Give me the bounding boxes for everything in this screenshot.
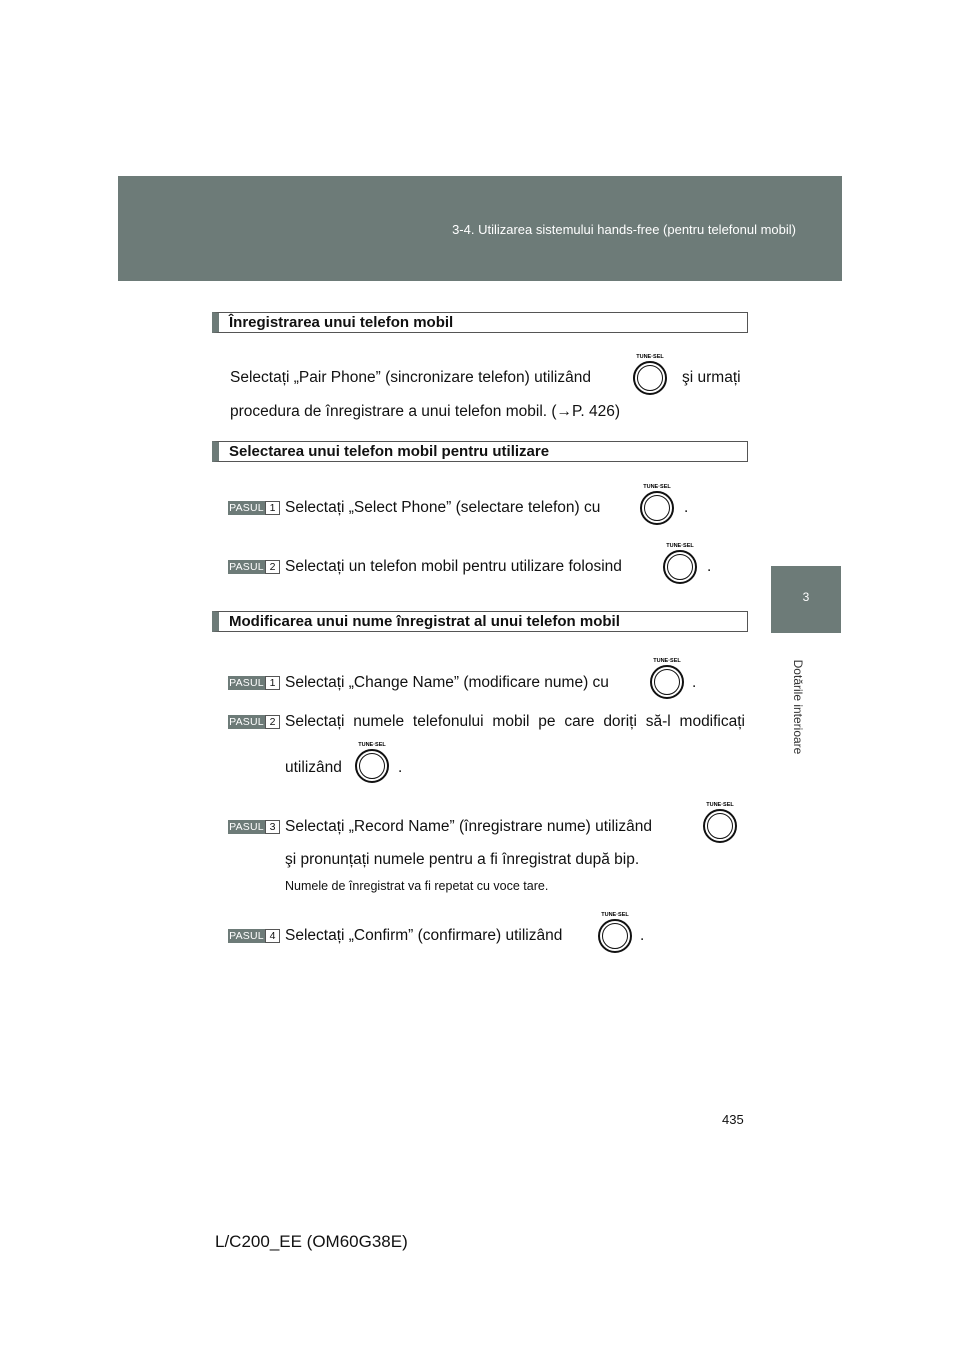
step-text-end: .	[707, 558, 712, 575]
step-text: Selectați „Change Name” (modificare nume) cu	[285, 674, 609, 691]
header-band	[118, 176, 842, 281]
step-badge-label: PASUL	[229, 821, 264, 833]
step-text-end: .	[684, 499, 689, 516]
step-badge-number: 4	[265, 929, 280, 943]
step-badge	[228, 929, 280, 943]
page-number: 435	[722, 1112, 744, 1127]
step-badge	[228, 676, 280, 690]
tune-sel-knob-icon	[352, 740, 392, 784]
step-text-end: .	[692, 674, 697, 691]
knob-label: TUNE·SEL	[358, 742, 386, 748]
section-title-select: Selectarea unui telefon mobil pentru utilizare	[212, 441, 748, 462]
step-badge-number: 1	[265, 676, 280, 690]
step-badge-label: PASUL	[229, 502, 264, 514]
step-text: Selectați un telefon mobil pentru utilizare folosind	[285, 558, 622, 575]
step-text: Selectați „Select Phone” (selectare telefon) cu	[285, 499, 601, 516]
tune-sel-knob-icon	[700, 800, 740, 844]
step-badge-label: PASUL	[229, 930, 264, 942]
step-text: Selectați „Record Name” (înregistrare nume) utilizând	[285, 818, 652, 835]
step-badge	[228, 501, 280, 515]
step-text-line2: utilizând	[285, 759, 342, 776]
step-badge	[228, 715, 280, 729]
step-badge-label: PASUL	[229, 677, 264, 689]
knob-label: TUNE·SEL	[636, 354, 664, 360]
step-badge-label: PASUL	[229, 716, 264, 728]
knob-label: TUNE·SEL	[666, 543, 694, 549]
step-badge	[228, 820, 280, 834]
chapter-tab	[771, 566, 841, 633]
step-text: Selectați numele telefonului mobil pe care doriți să-l modificați	[285, 713, 745, 730]
section-title-register: Înregistrarea unui telefon mobil	[212, 312, 748, 333]
knob-label: TUNE·SEL	[706, 802, 734, 808]
document-code: L/C200_EE (OM60G38E)	[215, 1232, 408, 1251]
tune-sel-knob-icon	[637, 482, 677, 526]
step-badge-number: 2	[265, 560, 280, 574]
step-text-line2: şi pronunțați numele pentru a fi înregistrat după bip.	[285, 851, 640, 868]
chapter-number: 3	[802, 590, 810, 604]
section-title-rename: Modificarea unui nume înregistrat al unui telefon mobil	[212, 611, 748, 632]
step-badge-number: 3	[265, 820, 280, 834]
section-header-title: 3-4. Utilizarea sistemului hands-free (pentru telefonul mobil)	[452, 222, 796, 237]
step-badge-label: PASUL	[229, 561, 264, 573]
step-note: Numele de înregistrat va fi repetat cu voce tare.	[285, 879, 549, 893]
step-text: Selectați „Confirm” (confirmare) utilizând	[285, 927, 563, 944]
tune-sel-knob-icon	[647, 656, 687, 700]
step-text-end: .	[398, 759, 403, 776]
step-badge-number: 2	[265, 715, 280, 729]
knob-label: TUNE·SEL	[653, 658, 681, 664]
register-text-line1-end: şi urmați	[682, 369, 741, 386]
step-badge-number: 1	[265, 501, 280, 515]
knob-label: TUNE·SEL	[601, 912, 629, 918]
tune-sel-knob-icon	[660, 541, 700, 585]
register-text-line1: Selectați „Pair Phone” (sincronizare telefon) utilizând	[230, 369, 591, 386]
tune-sel-knob-icon	[630, 352, 670, 396]
knob-label: TUNE·SEL	[643, 484, 671, 490]
chapter-label: Dotările interioare	[791, 659, 805, 755]
register-text-line2: procedura de înregistrare a unui telefon mobil. (→P. 426)	[230, 403, 621, 420]
tune-sel-knob-icon	[595, 910, 635, 954]
step-text-end: .	[640, 927, 645, 944]
step-badge	[228, 560, 280, 574]
chapter-label-wrap	[788, 640, 804, 780]
